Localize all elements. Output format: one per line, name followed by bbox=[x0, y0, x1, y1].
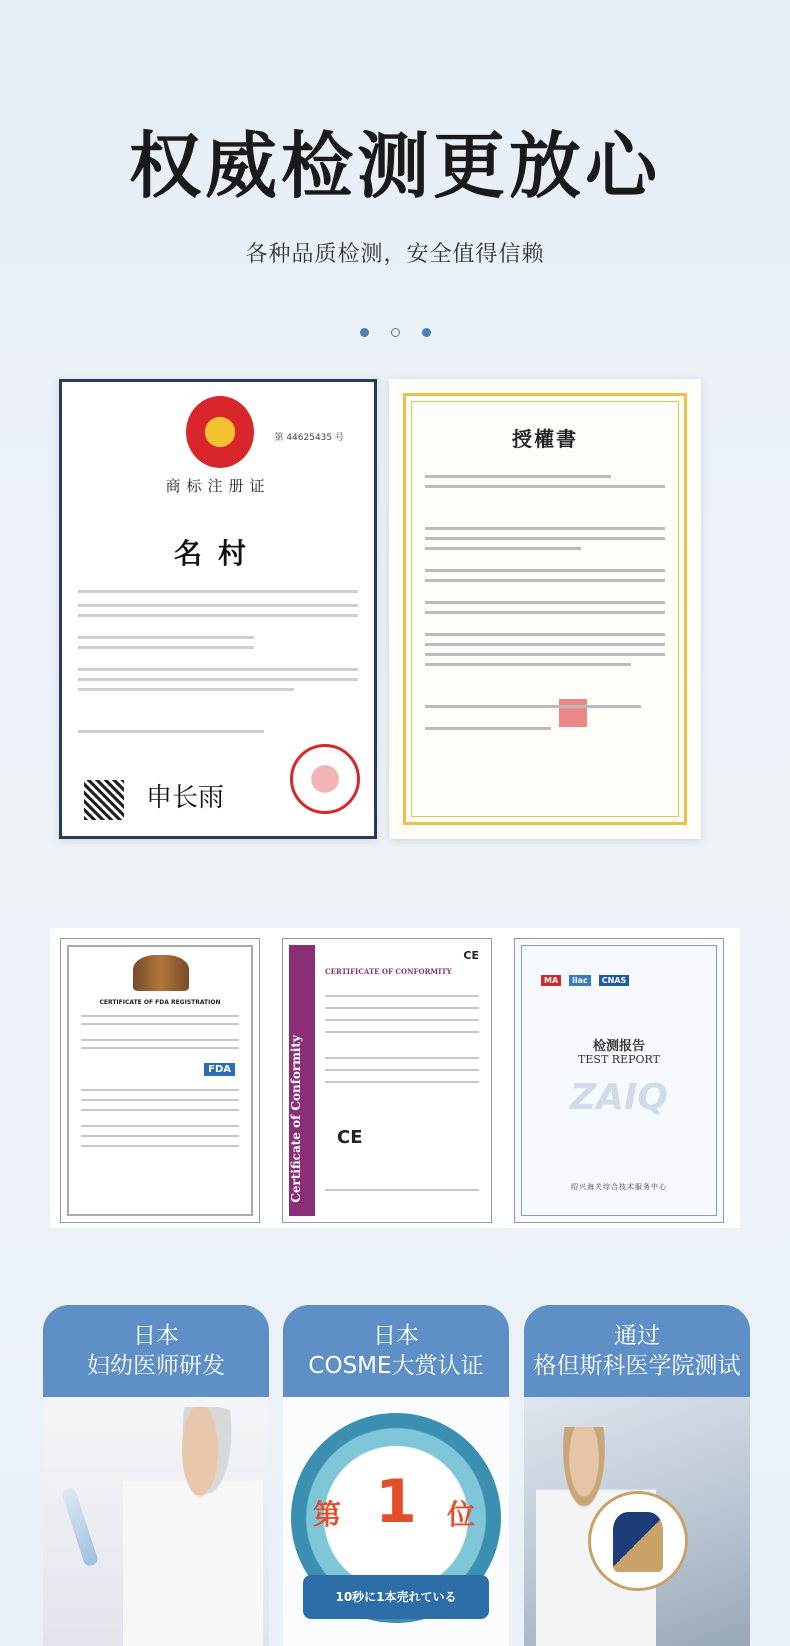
text-line bbox=[81, 1023, 239, 1025]
ma-logo: MA bbox=[541, 975, 561, 986]
test-report-footer: 绍兴海关综合技术服务中心 bbox=[571, 1183, 667, 1191]
accreditation-logos bbox=[541, 975, 629, 986]
ce-mark: CE bbox=[463, 949, 479, 962]
text-line bbox=[325, 1031, 479, 1033]
carousel-dots bbox=[0, 328, 790, 337]
text-line bbox=[425, 579, 665, 582]
text-line bbox=[425, 705, 641, 708]
text-line bbox=[78, 668, 358, 671]
test-report-heading-en: TEST REPORT bbox=[578, 1053, 660, 1066]
text-line bbox=[325, 1019, 479, 1021]
feature-card-gynecologist bbox=[43, 1305, 269, 1646]
text-line bbox=[425, 611, 665, 614]
award-badge-image bbox=[283, 1397, 509, 1646]
feature-card-cosme bbox=[283, 1305, 509, 1646]
test-report-certificate bbox=[514, 938, 724, 1223]
text-line bbox=[78, 678, 358, 681]
award-ribbon: 10秒に1本売れている bbox=[303, 1575, 489, 1619]
conformity-certificate bbox=[282, 938, 492, 1223]
text-line bbox=[325, 1069, 479, 1071]
cnas-logo: CNAS bbox=[599, 975, 630, 986]
official-seal-icon bbox=[290, 744, 360, 814]
rank-number: 1 bbox=[375, 1467, 417, 1537]
card-line2: 妇幼医师研发 bbox=[87, 1353, 225, 1379]
test-report-heading: 检测报告 bbox=[592, 1039, 645, 1054]
lab-photo bbox=[524, 1397, 750, 1646]
gold-frame-inner bbox=[411, 401, 679, 817]
trademark-mark: 名村 bbox=[173, 537, 262, 570]
card-line1: 日本 bbox=[373, 1323, 419, 1349]
carousel-dot-1[interactable] bbox=[360, 328, 369, 337]
fda-certificate bbox=[60, 938, 260, 1223]
text-line bbox=[425, 547, 581, 550]
authorization-certificate bbox=[389, 379, 701, 839]
text-line bbox=[425, 663, 631, 666]
certificate-strip bbox=[50, 928, 740, 1228]
card-header bbox=[283, 1305, 509, 1397]
rank-suffix: 位 bbox=[446, 1498, 475, 1531]
side-band-text: Certificate of Conformity bbox=[289, 1035, 303, 1203]
text-line bbox=[425, 527, 665, 530]
text-line bbox=[325, 995, 479, 997]
doctor-photo bbox=[43, 1397, 269, 1646]
text-line bbox=[325, 1189, 479, 1191]
page-title: 权威检测更放心 bbox=[128, 124, 661, 208]
carousel-dot-2[interactable] bbox=[391, 328, 400, 337]
rank-prefix: 第 bbox=[313, 1498, 342, 1531]
card-line2: COSME大赏认证 bbox=[308, 1353, 484, 1379]
text-line bbox=[78, 688, 294, 691]
trademark-number: 第 44625435 号 bbox=[274, 433, 344, 443]
ilac-logo: ilac bbox=[569, 975, 591, 986]
text-line bbox=[81, 1047, 239, 1049]
card-line2: 格但斯科医学院测试 bbox=[533, 1353, 741, 1379]
carousel-dot-3[interactable] bbox=[422, 328, 431, 337]
text-line bbox=[425, 601, 665, 604]
text-line bbox=[425, 569, 665, 572]
text-line bbox=[425, 727, 551, 730]
text-line bbox=[78, 614, 358, 617]
watermark: ZAIQ bbox=[570, 1077, 668, 1118]
text-line bbox=[81, 1145, 239, 1147]
national-emblem-icon bbox=[186, 396, 254, 468]
text-line bbox=[81, 1135, 239, 1137]
eagle-icon bbox=[133, 955, 189, 991]
text-line bbox=[325, 1057, 479, 1059]
text-line bbox=[81, 1015, 239, 1017]
feature-card-gdansk bbox=[524, 1305, 750, 1646]
ce-mark-large: CE bbox=[337, 1127, 363, 1148]
text-line bbox=[78, 636, 254, 639]
company-stamp-icon bbox=[559, 699, 587, 727]
qr-code-icon bbox=[84, 780, 124, 820]
doctor-figure bbox=[123, 1407, 263, 1646]
authorization-heading: 授權書 bbox=[512, 427, 578, 451]
text-line bbox=[81, 1039, 239, 1041]
fda-badge: FDA bbox=[204, 1063, 235, 1076]
text-line bbox=[81, 1089, 239, 1091]
text-line bbox=[81, 1099, 239, 1101]
text-line bbox=[78, 590, 358, 593]
text-line bbox=[425, 537, 665, 540]
trademark-certificate bbox=[59, 379, 377, 839]
academy-seal-icon bbox=[588, 1491, 688, 1591]
text-line bbox=[425, 653, 665, 656]
test-tube-icon bbox=[61, 1487, 99, 1567]
trademark-heading: 商标注册证 bbox=[165, 477, 271, 495]
text-line bbox=[81, 1109, 239, 1111]
text-line bbox=[78, 730, 264, 733]
card-line1: 日本 bbox=[133, 1323, 179, 1349]
text-line bbox=[325, 1081, 479, 1083]
text-line bbox=[78, 646, 254, 649]
side-band bbox=[289, 945, 315, 1216]
card-line1: 通过 bbox=[614, 1323, 660, 1349]
card-header bbox=[43, 1305, 269, 1397]
fda-caption: CERTIFICATE OF FDA REGISTRATION bbox=[99, 999, 221, 1006]
text-line bbox=[78, 604, 358, 607]
text-line bbox=[425, 485, 665, 488]
text-line bbox=[325, 1007, 479, 1009]
page-subtitle: 各种品质检测，安全值得信赖 bbox=[245, 242, 545, 267]
text-line bbox=[425, 643, 665, 646]
text-line bbox=[81, 1125, 239, 1127]
text-line bbox=[425, 475, 611, 478]
card-header bbox=[524, 1305, 750, 1397]
conformity-caption: CERTIFICATE OF CONFORMITY bbox=[325, 967, 452, 976]
signature: 申长雨 bbox=[146, 783, 225, 813]
text-line bbox=[425, 633, 665, 636]
